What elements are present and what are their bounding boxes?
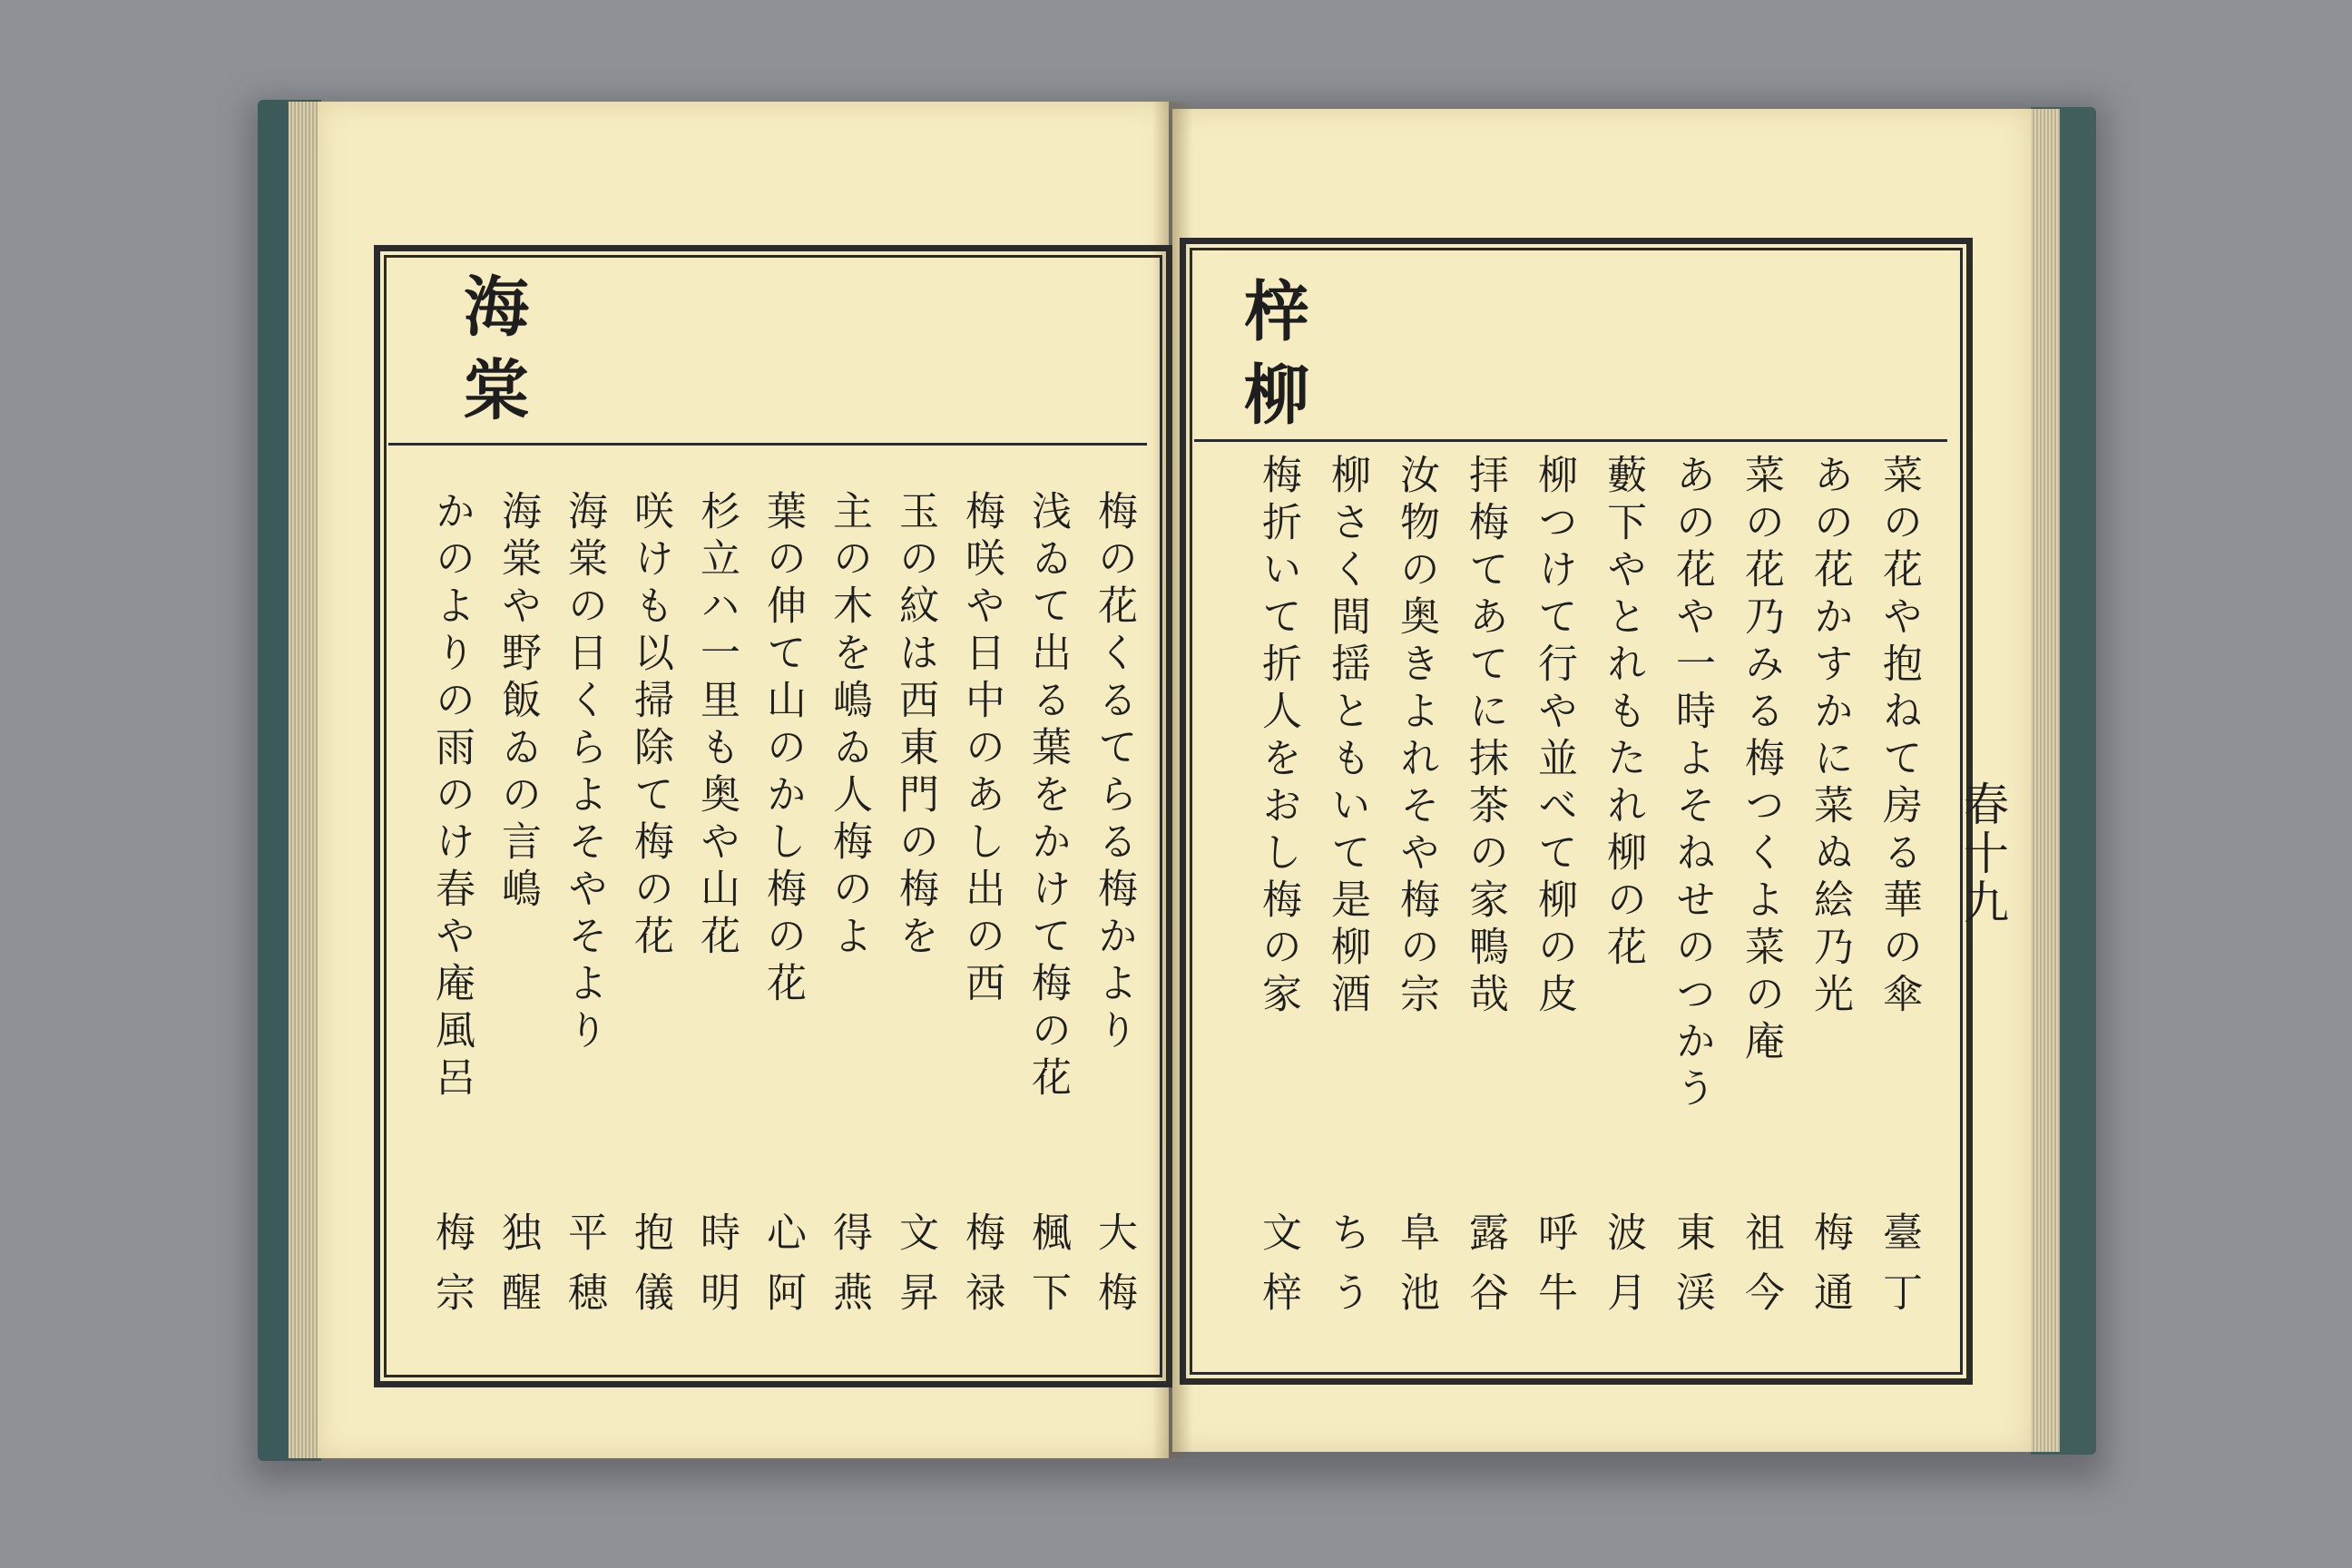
poem-column: 汝物の奥きよれそや梅の宗 [1393,454,1439,1020]
poem-column: 柳さく間揺ともいて是柳酒 [1324,454,1370,1020]
author-name: 平穂 [561,1211,607,1331]
poem-column: 菜の花乃みる梅つくよ菜の庵 [1738,454,1784,1067]
author-name: 大梅 [1091,1211,1137,1331]
poem-column: 拝梅てあてに抹茶の家鴨哉 [1462,454,1508,1020]
author-name: 心阿 [760,1211,806,1331]
author-name: 梅通 [1807,1211,1853,1331]
author-name: 文梓 [1255,1211,1301,1331]
poem-column: 海棠や野飯ゐの言嶋 [495,490,541,915]
left-header-line [388,443,1147,446]
author-name: 波月 [1600,1211,1646,1331]
poem-column: 柳つけて行や並べて柳の皮 [1531,454,1577,1020]
poem-column: あの花や一時よそねせのつかう [1669,454,1715,1114]
author-name: 楓下 [1024,1211,1071,1331]
author-name: 時明 [693,1211,740,1331]
author-name: 文昇 [892,1211,938,1331]
poem-column: 玉の紋は西東門の梅を [892,490,938,962]
page-number: 春十九 [1956,780,2009,927]
poem-column: 浅ゐて出る葉をかけて梅の花 [1024,490,1071,1103]
poem-column: 葉の伸て山のかし梅の花 [760,490,806,1009]
poem-column: 藪下やとれもたれ柳の花 [1600,454,1646,973]
poem-column: 杉立ハ一里も奥や山花 [693,490,740,962]
author-name: 祖今 [1738,1211,1784,1331]
poem-column: 梅咲や日中のあし出の西 [958,490,1004,1009]
author-name: 梅宗 [428,1211,475,1331]
poem-column: 菜の花や抱ねて房る華の傘 [1876,454,1922,1020]
poem-column: 咲けも以掃除て梅の花 [627,490,673,962]
poem-column: 海棠の日くらよそやそより [561,490,607,1056]
poem-column: あの花かすかに菜ぬ絵乃光 [1807,454,1853,1020]
author-name: 臺丁 [1876,1211,1922,1331]
poem-column: 主の木を嶋ゐ人梅のよ [826,490,872,962]
author-name: 呼牛 [1531,1211,1577,1331]
left-page-title: 海棠 [453,272,530,439]
author-name: 阜池 [1393,1211,1439,1331]
author-name: ちう [1324,1211,1370,1331]
author-name: 梅禄 [958,1211,1004,1331]
poem-column: かのよりの雨のけ春や庵風呂 [428,490,475,1103]
author-name: 抱儀 [627,1211,673,1331]
author-name: 独醒 [495,1211,541,1331]
right-page-title: 梓柳 [1233,277,1310,444]
author-name: 得燕 [826,1211,872,1331]
poem-column: 梅折いて折人をおし梅の家 [1255,454,1301,1020]
author-name: 露谷 [1462,1211,1508,1331]
author-name: 東渓 [1669,1211,1715,1331]
poem-column: 梅の花くるてらる梅かより [1091,490,1137,1056]
